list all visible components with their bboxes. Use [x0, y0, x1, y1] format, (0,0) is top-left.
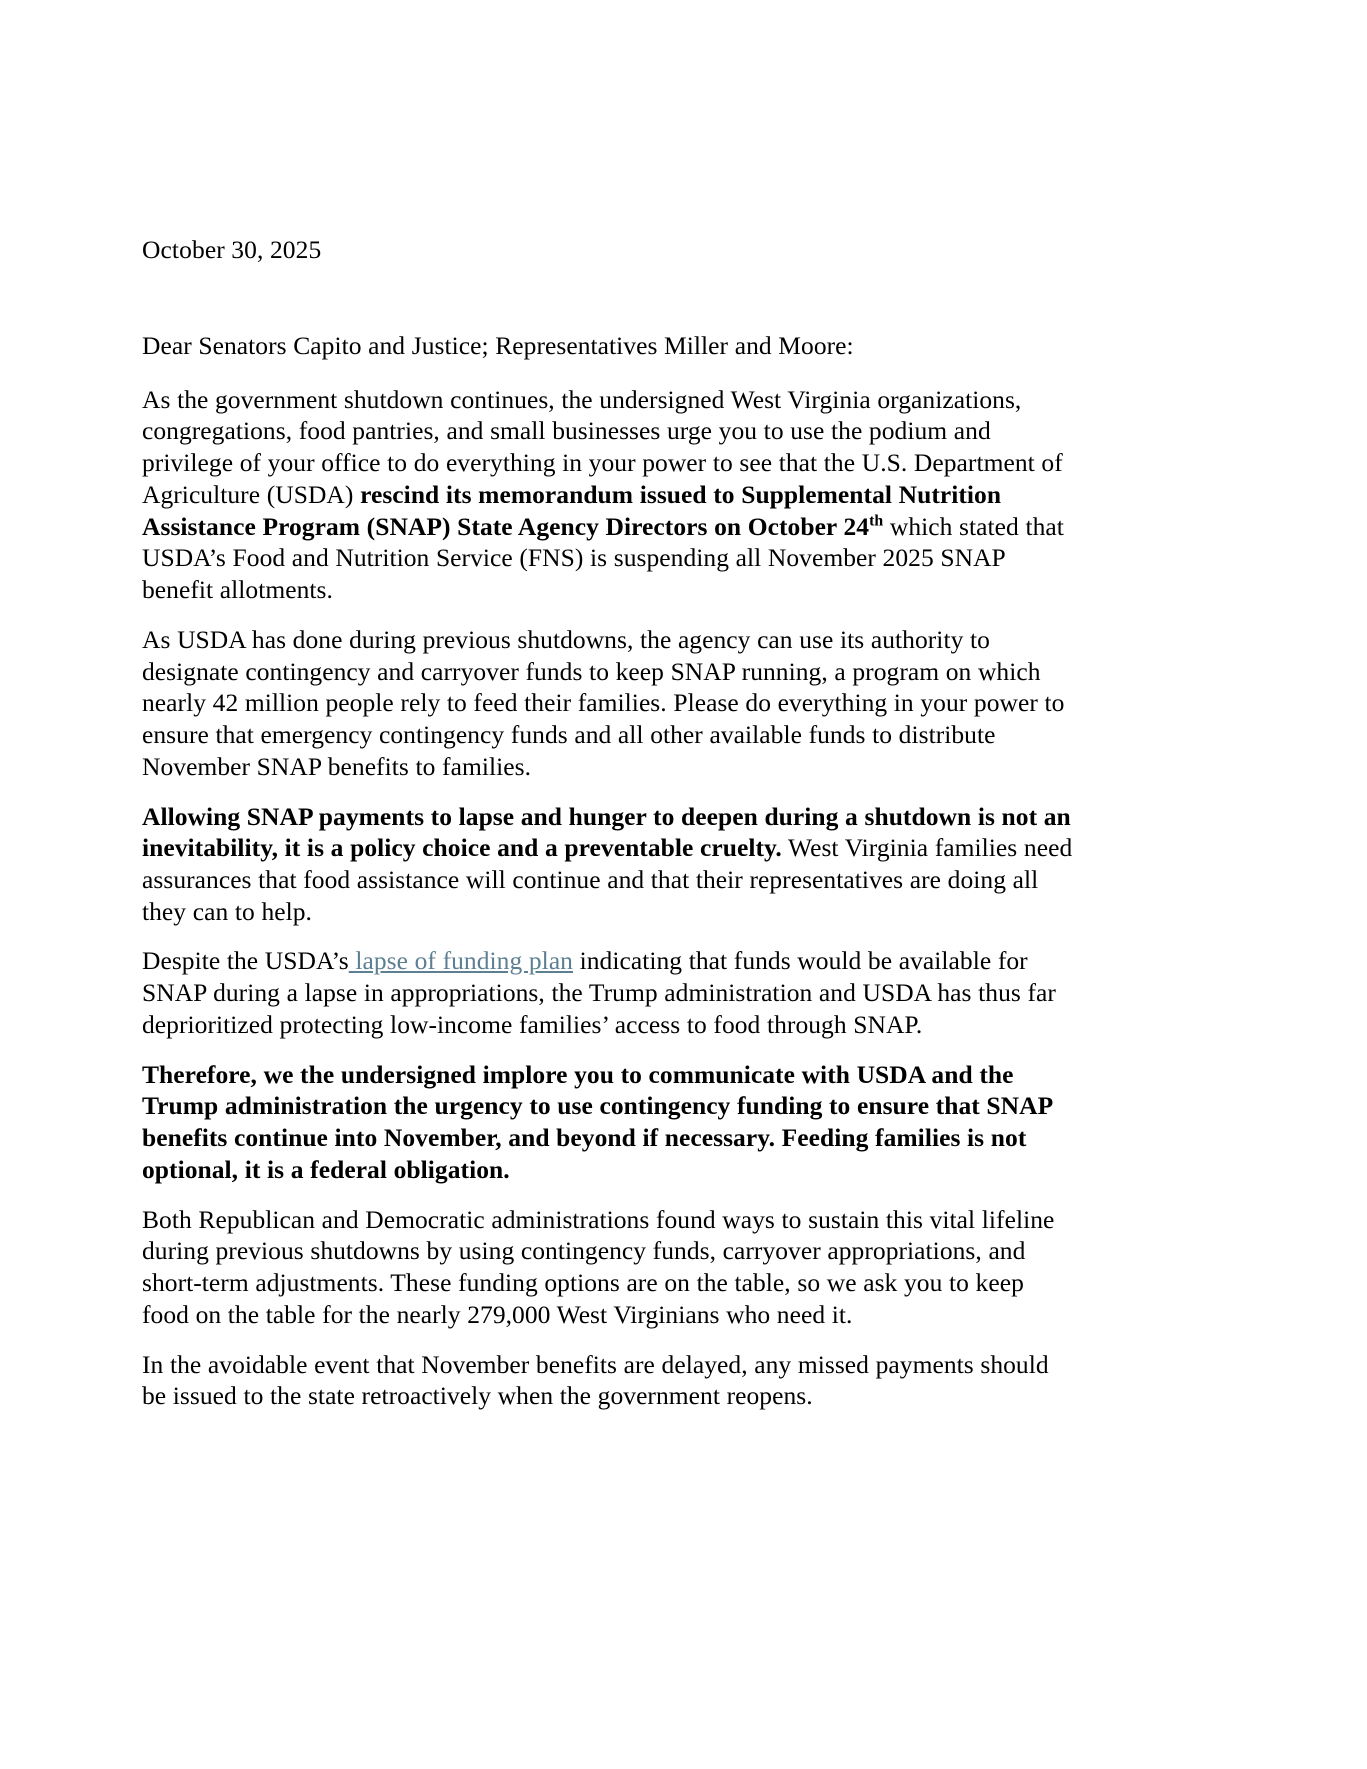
- letter-date: October 30, 2025: [142, 235, 322, 264]
- letter-text-block: [142, 330, 1077, 1430]
- letter-salutation: Dear Senators Capito and Justice; Representatives Miller and Moore:: [142, 331, 854, 360]
- p4-run-regular-tail: indicating that funds would be available for SNAP during a lapse in appropriations, the Trump administration and USDA has thus far deprioritized protecting low-income families’ access to food through SNAP.: [142, 946, 1056, 1039]
- paragraph-2: [142, 624, 1077, 783]
- p7-run-regular: In the avoidable event that November benefits are delayed, any missed payments should be issued to the state retroactively when the government reopens.: [142, 1349, 1049, 1411]
- p1-run-regular-intro: As the government shutdown continues, the undersigned West Virginia organizations, congregations, food pantries, and small businesses urge you to use the podium and privilege of your office to do everything in your power to see that the U.S. Department of Agriculture (USDA): [142, 384, 1063, 509]
- p2-run-regular: As USDA has done during previous shutdowns, the agency can use its authority to designate contingency and carryover funds to keep SNAP running, a program on which nearly 42 million people rely to feed their families. Please do everything in your power to ensure that emergency contingency funds and all other available funds to distribute November SNAP benefits to families.: [142, 624, 1065, 781]
- paragraph-7: [142, 1349, 1077, 1412]
- paragraph-3: [142, 801, 1077, 928]
- p3-run-regular-tail: West Virginia families need assurances that food assistance will continue and that their representatives are doing all they can to help.: [142, 833, 1073, 926]
- p1-ordinal-suffix: th: [869, 512, 884, 530]
- p4-run-regular-lead: Despite the USDA’s: [142, 946, 349, 976]
- p5-run-bold: Therefore, we the undersigned implore you to communicate with USDA and the Trump administration the urgency to use contingency funding to ensure that SNAP benefits continue into November, and beyond if necessary. Feeding families is not optional, it is a federal obligation.: [142, 1059, 1052, 1184]
- paragraph-1: [142, 384, 1077, 606]
- p1-run-regular-tail: which stated that USDA’s Food and Nutrition Service (FNS) is suspending all November 2025 SNAP benefit allotments.: [142, 511, 1064, 605]
- paragraph-5: [142, 1059, 1077, 1186]
- paragraph-4: [142, 945, 1077, 1040]
- p3-run-bold-lead: Allowing SNAP payments to lapse and hunger to deepen during a shutdown is not an inevitability, it is a policy choice and a preventable cruelty.: [142, 801, 1071, 863]
- p1-run-bold-demand: rescind its memorandum issued to Supplemental Nutrition Assistance Program (SNAP) State Agency Directors on October 24: [142, 479, 1002, 541]
- lapse-of-funding-plan-link[interactable]: lapse of funding plan: [348, 946, 573, 976]
- paragraph-6: [142, 1204, 1077, 1331]
- p6-run-regular: Both Republican and Democratic administrations found ways to sustain this vital lifeline during previous shutdowns by using contingency funds, carryover appropriations, and short-term adjustments. These funding options are on the table, so we ask you to keep food on the table for the nearly 279,000 West Virginians who need it.: [142, 1204, 1055, 1329]
